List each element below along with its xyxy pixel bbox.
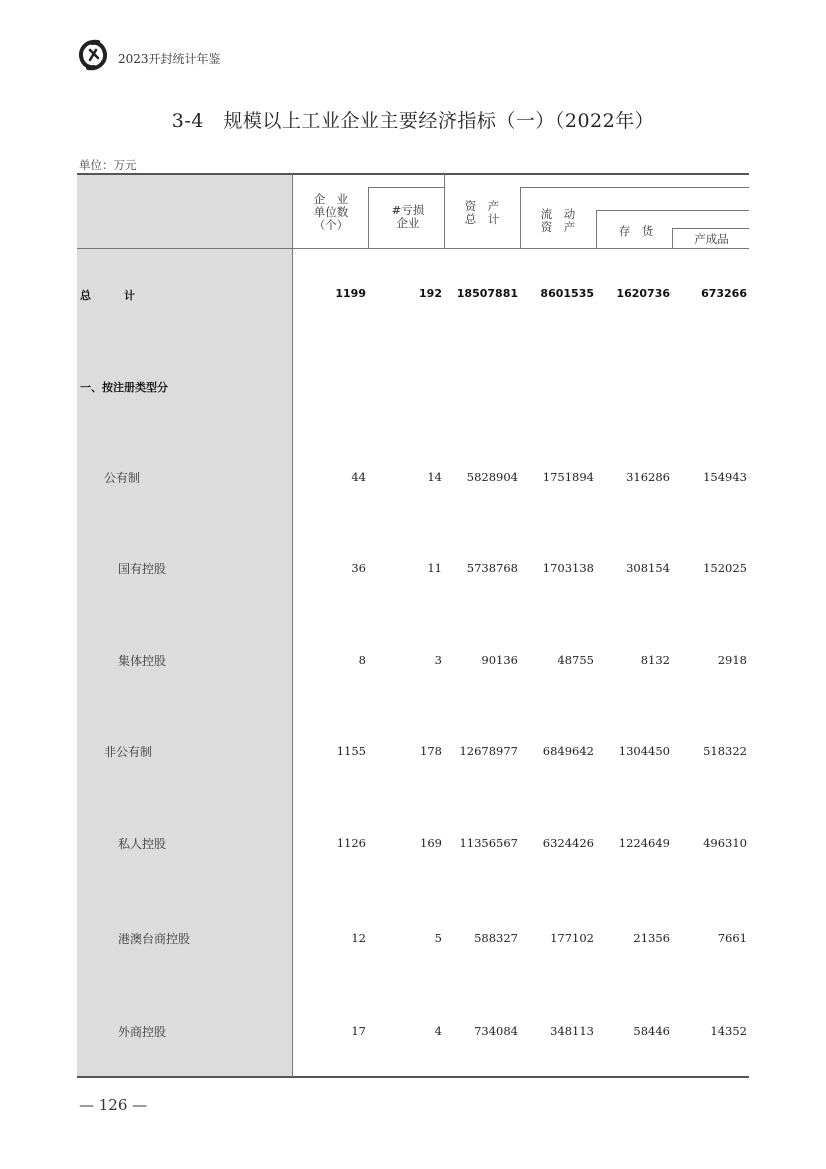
header-vline-3 xyxy=(520,187,521,249)
cell-collective-enterprises: 8 xyxy=(358,653,366,667)
cell-hmt-assets: 588327 xyxy=(474,931,518,945)
cell-hmt-inventory: 21356 xyxy=(633,931,670,945)
unit-label: 单位：万元 xyxy=(79,158,137,172)
cell-private-current: 6324426 xyxy=(542,836,594,850)
row-label-total: 总 计 xyxy=(80,289,135,302)
cell-private-assets: 11356567 xyxy=(459,836,518,850)
cell-collective-loss: 3 xyxy=(434,653,442,667)
col-total-assets-header: 资 产 总 计 xyxy=(464,199,500,226)
cell-public-assets: 5828904 xyxy=(466,470,518,484)
cell-foreign-current: 348113 xyxy=(550,1024,594,1038)
cell-private-loss: 169 xyxy=(420,836,442,850)
header-hline-3 xyxy=(596,210,749,211)
cell-hmt-finished: 7661 xyxy=(717,931,747,945)
cell-state-current: 1703138 xyxy=(542,561,594,575)
cell-total-current: 8601535 xyxy=(540,287,594,300)
header-hline-4 xyxy=(672,228,749,229)
table-bottom-rule xyxy=(77,1076,749,1078)
cell-total-loss: 192 xyxy=(419,287,442,300)
row-label-private: 私人控股 xyxy=(118,837,167,851)
cell-public-finished: 154943 xyxy=(703,470,747,484)
cell-foreign-assets: 734084 xyxy=(474,1024,518,1038)
row-label-public: 公有制 xyxy=(104,471,141,485)
cell-public-enterprises: 44 xyxy=(351,470,366,484)
header-hline-1 xyxy=(368,187,444,188)
cell-private-enterprises: 1126 xyxy=(336,836,366,850)
cell-total-enterprises: 1199 xyxy=(335,287,366,300)
cell-state-enterprises: 36 xyxy=(351,561,366,575)
header-vline-1 xyxy=(368,187,369,249)
cell-public-loss: 14 xyxy=(427,470,442,484)
cell-nonpublic-loss: 178 xyxy=(420,744,442,758)
cell-nonpublic-enterprises: 1155 xyxy=(336,744,366,758)
book-title: 2023开封统计年鉴 xyxy=(118,52,221,66)
row-label-section: 一、按注册类型分 xyxy=(80,381,168,394)
row-label-state: 国有控股 xyxy=(118,562,167,576)
row-label-nonpublic: 非公有制 xyxy=(104,745,153,759)
cell-state-loss: 11 xyxy=(427,561,442,575)
page-number: — 126 — xyxy=(79,1096,148,1114)
cell-total-inventory: 1620736 xyxy=(616,287,670,300)
cell-public-inventory: 316286 xyxy=(626,470,670,484)
row-label-hmt: 港澳台商控股 xyxy=(118,932,191,946)
cell-private-finished: 496310 xyxy=(703,836,747,850)
yearbook-logo-icon xyxy=(76,38,110,72)
cell-collective-assets: 90136 xyxy=(481,653,518,667)
row-label-foreign: 外商控股 xyxy=(118,1025,167,1039)
cell-collective-current: 48755 xyxy=(557,653,594,667)
stub-divider xyxy=(292,174,293,1077)
cell-private-inventory: 1224649 xyxy=(618,836,670,850)
cell-public-current: 1751894 xyxy=(542,470,594,484)
cell-collective-inventory: 8132 xyxy=(640,653,670,667)
col-loss-enterprise-header: #亏损 企业 xyxy=(391,203,425,230)
cell-total-finished: 673266 xyxy=(701,287,747,300)
cell-nonpublic-finished: 518322 xyxy=(703,744,747,758)
cell-nonpublic-assets: 12678977 xyxy=(459,744,518,758)
header-vline-2 xyxy=(444,174,445,249)
cell-foreign-enterprises: 17 xyxy=(351,1024,366,1038)
cell-state-finished: 152025 xyxy=(703,561,747,575)
cell-hmt-loss: 5 xyxy=(434,931,442,945)
col-inventory-header: 存 货 xyxy=(618,224,654,238)
cell-foreign-loss: 4 xyxy=(434,1024,442,1038)
table-title: 3-4 规模以上工业企业主要经济指标（一）（2022年） xyxy=(171,110,655,132)
header-hline-2 xyxy=(520,187,749,188)
table-top-rule xyxy=(77,173,749,175)
row-label-collective: 集体控股 xyxy=(118,654,167,668)
col-current-assets-header: 流 动 资 产 xyxy=(540,207,576,234)
cell-foreign-inventory: 58446 xyxy=(633,1024,670,1038)
cell-nonpublic-current: 6849642 xyxy=(542,744,594,758)
cell-hmt-enterprises: 12 xyxy=(351,931,366,945)
cell-foreign-finished: 14352 xyxy=(710,1024,747,1038)
cell-collective-finished: 2918 xyxy=(717,653,747,667)
col-finished-goods-header: 产成品 xyxy=(694,232,729,246)
cell-state-inventory: 308154 xyxy=(626,561,670,575)
header-vline-5 xyxy=(672,228,673,249)
cell-state-assets: 5738768 xyxy=(466,561,518,575)
cell-hmt-current: 177102 xyxy=(550,931,594,945)
col-enterprise-count-header: 企 业 单位数 （个） xyxy=(313,192,349,232)
header-vline-4 xyxy=(596,210,597,249)
cell-nonpublic-inventory: 1304450 xyxy=(618,744,670,758)
cell-total-assets: 18507881 xyxy=(456,287,518,300)
header-bottom-rule xyxy=(77,248,749,249)
